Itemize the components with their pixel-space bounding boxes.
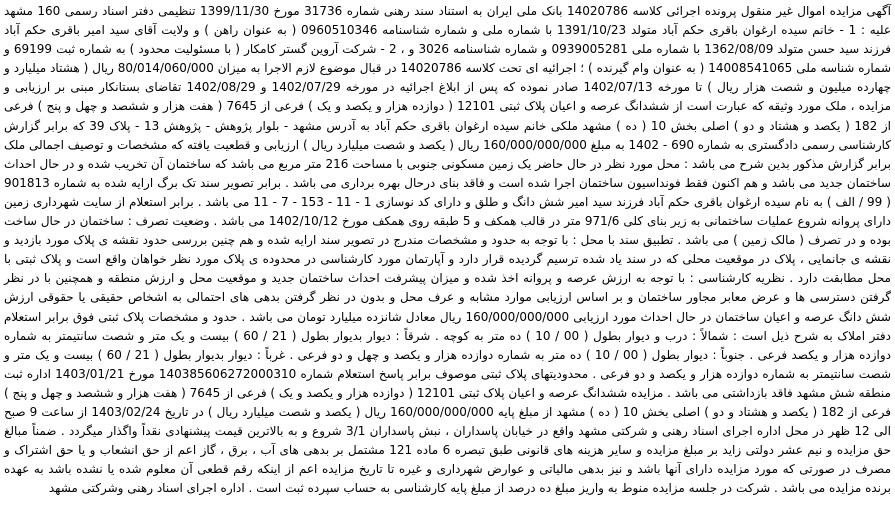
- auction-notice-text: آگهی مزایده اموال غیر منقول پرونده اجرائی کلاسه 14020786 بانک ملی ایران به استناد سند رهنی شماره 31736 مورخ 1399/11/30 تنظیمی دفتر اسناد رسمی 160 مشهد علیه : 1 - خانم سیده ارغوان باقری حکم آباد متولد 1391/10/23 با شماره ملی و شماره شناسنامه 0960510346 ( به عنوان راهن ) و ولایت آقای سید امیر باقری حکم آباد فرزند سید حسن متولد 1362/08/09 با شماره ملی 0939005281 و شماره شناسنامه 3026 و ، 2 - شرکت آروین گستر کامکار ( با مسئولیت محدود ) به شماره ثبت 69199 و شماره شناسه ملی 14008541065 ( به عنوان وام گیرنده ) ؛ اجرائیه ای تحت کلاسه 14020786 در قبال موضوع لازم الاجرا به میزان 80/014/060/000 ریال ( هشتاد میلیارد و چهارده میلیون و شصت هزار ریال ) تا مورخه 1402/07/13 صادر نموده که پس از ابلاغ اجرائیه در مورخه 1402/07/29 و 1402/08/29 تقاضای بستانکار مبنی بر ارزیابی و مزایده ، ملک مورد وثیقه که عبارت است از ششدانگ عرصه و اعیان پلاک ثبتی 12101 ( دوازده هزار و یکصد و یک ) فرعی از 7645 ( هفت هزار و ششصد و چهل و پنج ) فرعی از 182 ( یکصد و هشتاد و دو ) اصلی بخش 10 ( ده ) مشهد ملکی خانم سیده ارغوان باقری حکم آباد به آدرس مشهد - بلوار پژوهش - پژوهش 13 - پلاک 39 که برابر گزارش کارشناسی رسمی دادگستری به شماره 690 - 1402 به مبلغ 160/000/000/000 ریال ( یکصد و شصت میلیارد ریال ) ارزیابی و قطعیت یافته که مشخصات و توصیف اجمالی ملک برابر گزارش مذکور بدین شرح می باشد : محل مورد نظر در حال حاضر یک زمین مسکونی جنوبی با مساحت 216 متر مربع می باشد که ساختمان آن تخریب شده و در حال احداث ساختمان جدید می باشد و هم اکنون فقط فونداسیون ساختمان اجرا شده است و فاقد بنای درحال بهره برداری می باشد . برابر تصویر سند تک برگ ارایه شده به شماره 901813 ( 99 / الف ) به نام سیده ارغوان باقری حکم آباد فرزند سید امیر شش دانگ و طلق و دارای کد نوسازی 1 - 11 - 153 - 7 - 11 می باشد . برابر استعلام از سایت شهرداری زمین دارای پروانه شروع عملیات ساختمانی به زیر بنای کلی 971/6 متر در قالب همکف و 5 طبقه روی همکف مورخ 1402/10/12 می باشد . وضعیت تصرف : ساختمان در حال ساخت بوده و در تصرف ( مالک زمین ) می باشد . تطبیق سند با محل : با توجه به حدود و مشخصات مندرج در تصویر سند ارایه شده و هم چنین بررسی حدود نقشه ی پلاک مورد بازدید و نقشه ی جانمایی ، پلاک در موقعیت محلی که در سند یاد شده ترسیم گردیده قرار دارد و آپارتمان مورد کارشناسی در محدوده ی پلاک مورد نظر خواهان واقع است و پلاک ثبتی با محل مطابقت دارد . نظریه کارشناسی : با توجه به ارزش عرصه و پروانه اخذ شده و میزان پیشرفت احداث ساختمان جدید و موقعیت محل و ارزش منطقه و همچنین با در نظر گرفتن دسترسی ها و عرض معابر مجاور ساختمان و بر اساس ارزیابی موارد مشابه و عرف محل و بدون در نظر گرفتن بدهی های احتمالی به اشخاص حقیقی یا حقوقی ارزش شش دانگ عرصه و اعیان ساختمان در حال احداث مورد ارزیابی 160/000/000/000 ریال معادل شانزده میلیارد تومان می باشد . حدود و مشخصات پلاک ثبتی فوق برابر استعلام دفتر املاک به شرح ذیل است : شمالاً : درب و دیوار بطول ( 00 / 10 ) ده متر به کوچه . شرقاً : دیوار بدیوار بطول ( 21 / 60 ) بیست و یک متر و شصت سانتیمتر به شماره دوازده هزار و یکصد فرعی . جنوباً : دیوار بطول ( 00 / 10 ) ده متر به شماره دوازده هزار و یکصد و چهل و دو فرعی . غرباً : دیوار بدیوار بطول ( 21 / 60 ) بیست و یک متر و شصت سانتیمتر به شماره دوازده هزار و یکصد و دو فرعی . محدودیتهای پلاک ثبتی موصوف برابر پاسخ استعلام شماره 140385606272000310 مورخ 1403/01/21 اداره ثبت منطقه شش مشهد فاقد بازداشتی می باشد . مزایده ششدانگ عرصه و اعیان پلاک ثبتی 12101 ( دوازده هزار و یکصد و یک ) فرعی از 7645 ( هفت هزار و ششصد و چهل و پنج ) فرعی از 182 ( یکصد و هشتاد و دو ) اصلی بخش 10 ( ده ) مشهد از مبلغ پایه 160/000/000/000 ریال ( یکصد و شصت میلیارد ریال ) در تاریخ 1403/02/24 از ساعت 9 صبح الی 12 ظهر در محل اداره اجرای اسناد رهنی و شرکتی مشهد واقع در خیابان پاسداران ، نبش پاسداران 3/1 شروع و به بالاترین قیمت پیشنهادی نقداً واگذار میگردد . ضمناً مبالغ حق مزایده و نیم عشر دولتی زاید بر مبلغ مزایده و سایر هزینه های قانونی طبق تبصره 6 ماده 121 مشتمل بر بدهی های آب ، برق ، گاز اعم از حق انشعاب و یا حق اشتراک و مصرف در صورتی که مورد مزایده دارای آنها باشد و نیز بدهی مالیاتی و عوارض شهرداری و غیره تا تاریخ مزایده اعم از اینکه رقم قطعی آن معلوم شده یا نشده باشد به عهده برنده مزایده می باشد . شرکت در جلسه مزایده منوط به واریز مبلغ ده درصد از مبلغ پایه کارشناسی به حساب سپرده ثبت است . اداره اجرای اسناد رهنی وشرکتی مشهد: [4, 4, 892, 496]
